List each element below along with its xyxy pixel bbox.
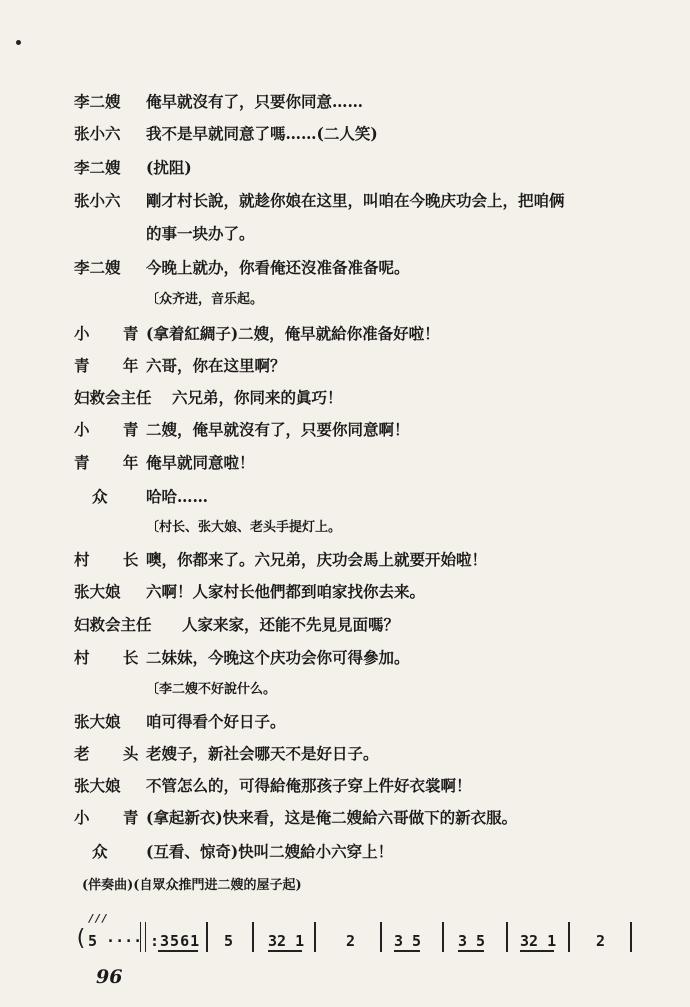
score-measure: 2 xyxy=(596,932,606,950)
repeat-barline xyxy=(140,922,146,952)
dialogue-line xyxy=(74,806,650,830)
score-measure: 3 5 xyxy=(394,932,422,950)
dialogue-line xyxy=(74,840,650,864)
score-measure: 3 5 xyxy=(458,932,486,950)
music-note: (伴奏曲)(自眾众推門进二嫂的屋子起) xyxy=(82,878,302,893)
speaker-name: 小 青 xyxy=(74,808,153,827)
tempo-mark: /// xyxy=(88,912,108,925)
speaker-name: 老 头 xyxy=(74,744,153,763)
stage-direction: 〔李二嫂不好說什么。 xyxy=(146,682,277,697)
score-notes: 3561 xyxy=(160,932,201,950)
beam-underline xyxy=(158,950,198,952)
dialogue-line xyxy=(74,90,650,114)
speaker-name: 李二嫂 xyxy=(74,92,121,111)
barline xyxy=(506,922,508,952)
score-intro: 5 ···· xyxy=(88,932,143,950)
beam-underline xyxy=(520,950,554,952)
score-measure: 2 xyxy=(346,932,356,950)
dialogue-text: 今晚上就办，你看俺还沒准备准备呢。 xyxy=(146,258,410,277)
speaker-name: 青 年 xyxy=(74,453,153,472)
dialogue-line xyxy=(74,710,650,734)
beam-underline xyxy=(394,950,420,952)
dialogue-line xyxy=(74,354,650,378)
speaker-name: 妇救会主任 xyxy=(74,615,152,634)
dialogue-text: 六啊！人家村长他們都到咱家找你去来。 xyxy=(146,582,426,601)
barline xyxy=(314,922,316,952)
barline xyxy=(206,922,208,952)
speaker-name: 小 青 xyxy=(74,420,153,439)
dialogue-line xyxy=(74,451,650,475)
dialogue-text: 六哥，你在这里啊？ xyxy=(146,356,286,375)
dialogue-text: 老嫂子，新社会哪天不是好日子。 xyxy=(146,744,379,763)
dialogue-line xyxy=(74,646,650,670)
score-measure: 32 1 xyxy=(520,932,557,950)
dialogue-text: 俺早就同意啦！ xyxy=(146,453,255,472)
barline xyxy=(442,922,444,952)
dialogue-continuation: 的事一块办了。 xyxy=(146,224,255,243)
barline xyxy=(380,922,382,952)
dialogue-line xyxy=(74,386,650,410)
speaker-name: 张大娘 xyxy=(74,776,121,795)
speaker-name: 青 年 xyxy=(74,356,153,375)
speaker-name: 张小六 xyxy=(74,191,121,210)
music-score xyxy=(74,912,634,962)
speaker-name: 李二嫂 xyxy=(74,158,121,177)
dialogue-text: (拿着紅綢子)二嫂，俺早就給你准备好啦！ xyxy=(146,324,440,343)
dialogue-line xyxy=(74,613,650,637)
dialogue-line xyxy=(74,418,650,442)
dialogue-text: (拿起新衣)快来看，这是俺二嫂給六哥做下的新衣服。 xyxy=(146,808,518,827)
dialogue-line xyxy=(74,122,650,146)
speaker-name: 众 xyxy=(92,842,108,861)
dialogue-text: 二嫂，俺早就沒有了，只要你同意啊！ xyxy=(146,420,410,439)
score-paren: ( xyxy=(74,926,88,951)
speaker-name: 李二嫂 xyxy=(74,258,121,277)
page-number: 96 xyxy=(96,966,123,988)
speaker-name: 张大娘 xyxy=(74,712,121,731)
speaker-name: 村 长 xyxy=(74,550,153,569)
speaker-name: 张小六 xyxy=(74,124,121,143)
dialogue-text: (扰阻) xyxy=(146,158,192,177)
score-measure: 5 xyxy=(224,932,234,950)
dialogue-text: 噢，你都来了。六兄弟，庆功会馬上就要开始啦！ xyxy=(146,550,488,569)
stage-direction: 〔村长、张大娘、老头手提灯上。 xyxy=(146,520,342,535)
beam-underline xyxy=(268,950,302,952)
score-measure: 32 1 xyxy=(268,932,305,950)
dialogue-text: (互看、惊奇)快叫二嫂給小六穿上！ xyxy=(146,842,394,861)
dialogue-text: 剛才村长說，就趁你娘在这里，叫咱在今晚庆功会上，把咱俩 xyxy=(146,191,565,210)
dialogue-line xyxy=(74,189,650,213)
speaker-name: 村 长 xyxy=(74,648,153,667)
dialogue-line xyxy=(74,548,650,572)
dialogue-text: 二妹妹，今晚这个庆功会你可得參加。 xyxy=(146,648,410,667)
dialogue-text: 俺早就沒有了，只要你同意…… xyxy=(146,92,364,111)
speaker-name: 妇救会主任 xyxy=(74,388,152,407)
dialogue-line xyxy=(74,256,650,280)
barline xyxy=(630,922,632,952)
score-measure: :3561 xyxy=(150,932,201,950)
dialogue-line xyxy=(74,580,650,604)
speaker-name: 众 xyxy=(92,487,108,506)
dialogue-line xyxy=(74,156,650,180)
speaker-name: 小 青 xyxy=(74,324,153,343)
dialogue-text: 咱可得看个好日子。 xyxy=(146,712,286,731)
dialogue-text: 哈哈…… xyxy=(146,487,209,506)
dialogue-text: 六兄弟，你同来的眞巧！ xyxy=(172,388,343,407)
dialogue-line xyxy=(74,742,650,766)
beam-underline xyxy=(458,950,484,952)
barline xyxy=(568,922,570,952)
speaker-name: 张大娘 xyxy=(74,582,121,601)
dialogue-text: 人家来家，还能不先見見面嗎？ xyxy=(182,615,400,634)
dialogue-line xyxy=(74,485,650,509)
dialogue-line xyxy=(74,774,650,798)
stage-direction: 〔众齐进，音乐起。 xyxy=(146,292,264,307)
barline xyxy=(252,922,254,952)
dialogue-text: 不管怎么的，可得給俺那孩子穿上件好衣裳啊！ xyxy=(146,776,472,795)
ink-speck xyxy=(16,40,21,45)
dialogue-text: 我不是早就同意了嗎……(二人笑) xyxy=(146,124,378,143)
dialogue-line xyxy=(74,322,650,346)
